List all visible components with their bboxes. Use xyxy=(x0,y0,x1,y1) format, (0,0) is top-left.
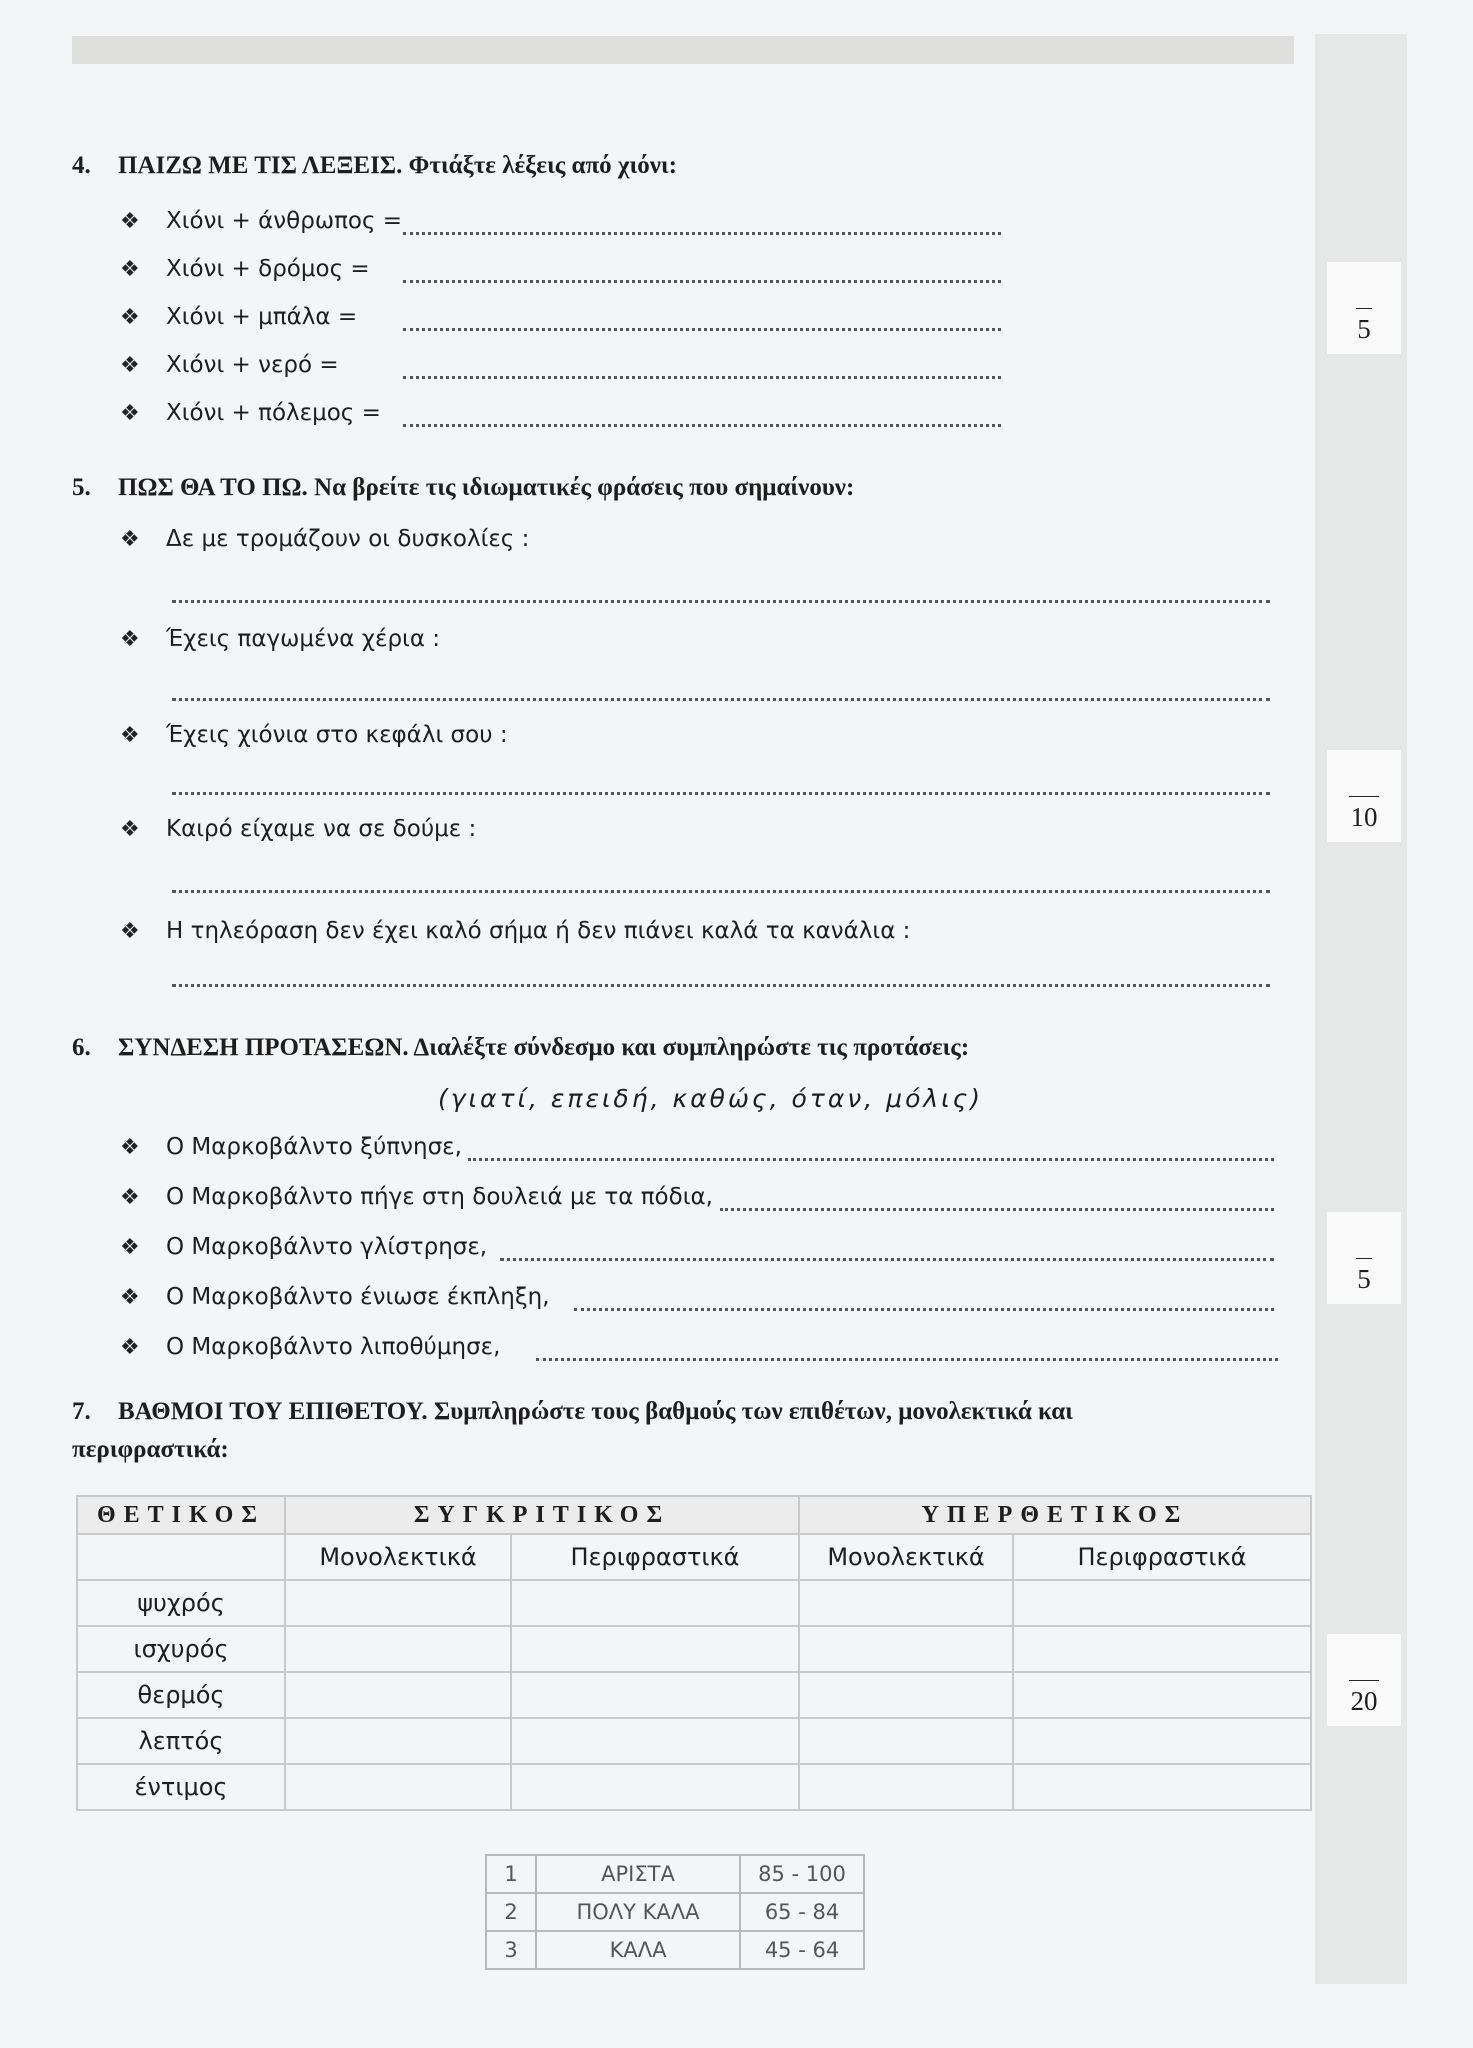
scale-number: 2 xyxy=(486,1893,536,1931)
answer-blank[interactable] xyxy=(172,600,1270,603)
answer-cell[interactable] xyxy=(799,1580,1013,1626)
score-box-q4 xyxy=(1327,262,1401,354)
answer-blank[interactable] xyxy=(574,1308,1274,1311)
q6-item xyxy=(120,1334,500,1360)
diamond-bullet-icon: ❖ xyxy=(120,1335,140,1360)
table-row xyxy=(77,1672,1311,1718)
answer-blank[interactable] xyxy=(536,1358,1278,1361)
answer-cell[interactable] xyxy=(511,1626,799,1672)
score-value: 5 xyxy=(1357,1264,1371,1294)
table-row xyxy=(486,1855,864,1893)
scale-range: 85 - 100 xyxy=(740,1855,864,1893)
q6-item xyxy=(120,1134,462,1160)
diamond-bullet-icon: ❖ xyxy=(120,1135,140,1160)
q4-item xyxy=(120,352,339,378)
q5-item xyxy=(120,918,910,944)
question-text: ΣΥΝΔΕΣΗ ΠΡΟΤΑΣΕΩΝ. Διαλέξτε σύνδεσμο και συμπληρώστε τις προτάσεις: xyxy=(118,1034,970,1061)
diamond-bullet-icon: ❖ xyxy=(120,627,140,652)
header-band xyxy=(72,36,1294,64)
diamond-bullet-icon: ❖ xyxy=(120,353,140,378)
diamond-bullet-icon: ❖ xyxy=(120,527,140,552)
question-text: ΒΑΘΜΟΙ ΤΟΥ ΕΠΙΘΕΤΟΥ. Συμπληρώστε τους βαθμούς των επιθέτων, μονολεκτικά και xyxy=(118,1398,1073,1425)
item-text: Ο Μαρκοβάλντο λιποθύμησε, xyxy=(166,1334,501,1360)
score-box-q7 xyxy=(1327,1634,1401,1726)
score-value: 20 xyxy=(1350,1686,1378,1716)
answer-cell[interactable] xyxy=(285,1626,511,1672)
table-row xyxy=(77,1718,1311,1764)
diamond-bullet-icon: ❖ xyxy=(120,1185,140,1210)
q5-item xyxy=(120,722,508,748)
table-row xyxy=(486,1931,864,1969)
answer-cell[interactable] xyxy=(1013,1626,1311,1672)
item-text: Καιρό είχαμε να σε δούμε : xyxy=(166,816,477,842)
answer-blank[interactable] xyxy=(403,328,1001,331)
diamond-bullet-icon: ❖ xyxy=(120,817,140,842)
q6-item xyxy=(120,1234,487,1260)
answer-cell[interactable] xyxy=(799,1672,1013,1718)
question-number: 4. xyxy=(72,152,91,179)
question-number: 7. xyxy=(72,1398,91,1425)
table-row xyxy=(77,1764,1311,1810)
scale-range: 45 - 64 xyxy=(740,1931,864,1969)
answer-cell[interactable] xyxy=(1013,1718,1311,1764)
q4-item xyxy=(120,304,357,330)
q5-item xyxy=(120,626,440,652)
answer-blank[interactable] xyxy=(403,424,1001,427)
q4-item xyxy=(120,256,370,282)
header-sup-peri: Περιφραστικά xyxy=(1013,1534,1311,1580)
answer-cell[interactable] xyxy=(511,1580,799,1626)
adjective-degrees-table xyxy=(76,1495,1312,1811)
answer-cell[interactable] xyxy=(799,1718,1013,1764)
question-4-title xyxy=(72,152,677,180)
header-positive: ΘΕΤΙΚΟΣ xyxy=(77,1496,285,1534)
adjective-cell: ισχυρός xyxy=(77,1626,285,1672)
diamond-bullet-icon: ❖ xyxy=(120,723,140,748)
header-comparative: ΣΥΓΚΡΙΤΙΚΟΣ xyxy=(285,1496,799,1534)
adjective-cell: θερμός xyxy=(77,1672,285,1718)
answer-blank[interactable] xyxy=(172,792,1270,795)
answer-blank[interactable] xyxy=(468,1158,1274,1161)
item-text: Χιόνι + άνθρωπος = xyxy=(166,208,403,234)
table-row xyxy=(77,1580,1311,1626)
item-text: Ο Μαρκοβάλντο ένιωσε έκπληξη, xyxy=(166,1284,550,1310)
scale-number: 1 xyxy=(486,1855,536,1893)
scale-label: ΠΟΛΥ ΚΑΛΑ xyxy=(536,1893,740,1931)
conjunction-options: (γιατί, επειδή, καθώς, όταν, μόλις) xyxy=(438,1084,984,1113)
adjective-cell: ψυχρός xyxy=(77,1580,285,1626)
answer-cell[interactable] xyxy=(799,1764,1013,1810)
header-comp-single: Μονολεκτικά xyxy=(285,1534,511,1580)
item-text: Δε με τρομάζουν οι δυσκολίες : xyxy=(166,526,530,552)
answer-cell[interactable] xyxy=(511,1764,799,1810)
question-text: ΠΩΣ ΘΑ ΤΟ ΠΩ. Να βρείτε τις ιδιωματικές φράσεις που σημαίνουν: xyxy=(118,474,855,501)
header-superlative: ΥΠΕΡΘΕΤΙΚΟΣ xyxy=(799,1496,1311,1534)
item-text: Χιόνι + δρόμος = xyxy=(166,256,370,282)
answer-cell[interactable] xyxy=(285,1764,511,1810)
answer-blank[interactable] xyxy=(172,698,1270,701)
answer-blank[interactable] xyxy=(500,1258,1274,1261)
item-text: Ο Μαρκοβάλντο πήγε στη δουλειά με τα πόδια, xyxy=(166,1184,713,1210)
item-text: Ο Μαρκοβάλντο ξύπνησε, xyxy=(166,1134,462,1160)
q4-item xyxy=(120,208,402,234)
question-5-title xyxy=(72,474,854,502)
diamond-bullet-icon: ❖ xyxy=(120,919,140,944)
scale-number: 3 xyxy=(486,1931,536,1969)
question-number: 5. xyxy=(72,474,91,501)
table-row xyxy=(486,1893,864,1931)
item-text: Έχεις χιόνια στο κεφάλι σου : xyxy=(166,722,508,748)
question-text: ΠΑΙΖΩ ΜΕ ΤΙΣ ΛΕΞΕΙΣ. Φτιάξτε λέξεις από χιόνι: xyxy=(118,152,677,179)
answer-blank[interactable] xyxy=(172,890,1270,893)
header-sup-single: Μονολεκτικά xyxy=(799,1534,1013,1580)
header-comp-peri: Περιφραστικά xyxy=(511,1534,799,1580)
scale-range: 65 - 84 xyxy=(740,1893,864,1931)
question-number: 6. xyxy=(72,1034,91,1061)
answer-cell[interactable] xyxy=(1013,1764,1311,1810)
q4-item xyxy=(120,400,381,426)
diamond-bullet-icon: ❖ xyxy=(120,401,140,426)
answer-cell[interactable] xyxy=(285,1718,511,1764)
grade-scale-table xyxy=(485,1854,865,1970)
answer-blank[interactable] xyxy=(172,984,1270,987)
item-text: Ο Μαρκοβάλντο γλίστρησε, xyxy=(166,1234,488,1260)
diamond-bullet-icon: ❖ xyxy=(120,257,140,282)
adjective-cell: λεπτός xyxy=(77,1718,285,1764)
question-7-title-cont: περιφραστικά: xyxy=(72,1436,229,1463)
answer-blank[interactable] xyxy=(403,280,1001,283)
score-value: 5 xyxy=(1357,314,1371,344)
answer-cell[interactable] xyxy=(285,1672,511,1718)
answer-blank[interactable] xyxy=(720,1208,1274,1211)
item-text: Χιόνι + πόλεμος = xyxy=(166,400,381,426)
q5-item xyxy=(120,816,476,842)
blank-header-cell xyxy=(77,1534,285,1580)
question-7-title xyxy=(72,1398,1288,1426)
answer-cell[interactable] xyxy=(1013,1672,1311,1718)
diamond-bullet-icon: ❖ xyxy=(120,305,140,330)
diamond-bullet-icon: ❖ xyxy=(120,209,140,234)
answer-cell[interactable] xyxy=(1013,1580,1311,1626)
diamond-bullet-icon: ❖ xyxy=(120,1285,140,1310)
question-6-title xyxy=(72,1034,969,1062)
answer-blank[interactable] xyxy=(403,376,1001,379)
table-row xyxy=(77,1626,1311,1672)
answer-cell[interactable] xyxy=(511,1672,799,1718)
diamond-bullet-icon: ❖ xyxy=(120,1235,140,1260)
scale-label: ΚΑΛΑ xyxy=(536,1931,740,1969)
score-box-q5 xyxy=(1327,750,1401,842)
adjective-cell: έντιμος xyxy=(77,1764,285,1810)
item-text: Η τηλεόραση δεν έχει καλό σήμα ή δεν πιάνει καλά τα κανάλια : xyxy=(166,918,911,944)
score-value: 10 xyxy=(1350,802,1378,832)
q5-item xyxy=(120,526,529,552)
score-box-q6 xyxy=(1327,1212,1401,1304)
item-text: Χιόνι + νερό = xyxy=(166,352,339,378)
item-text: Έχεις παγωμένα χέρια : xyxy=(166,626,441,652)
item-text: Χιόνι + μπάλα = xyxy=(166,304,358,330)
answer-cell[interactable] xyxy=(285,1580,511,1626)
answer-cell[interactable] xyxy=(799,1626,1013,1672)
q6-item xyxy=(120,1184,713,1210)
scale-label: ΑΡΙΣΤΑ xyxy=(536,1855,740,1893)
answer-cell[interactable] xyxy=(511,1718,799,1764)
answer-blank[interactable] xyxy=(403,232,1001,235)
q6-item xyxy=(120,1284,550,1310)
